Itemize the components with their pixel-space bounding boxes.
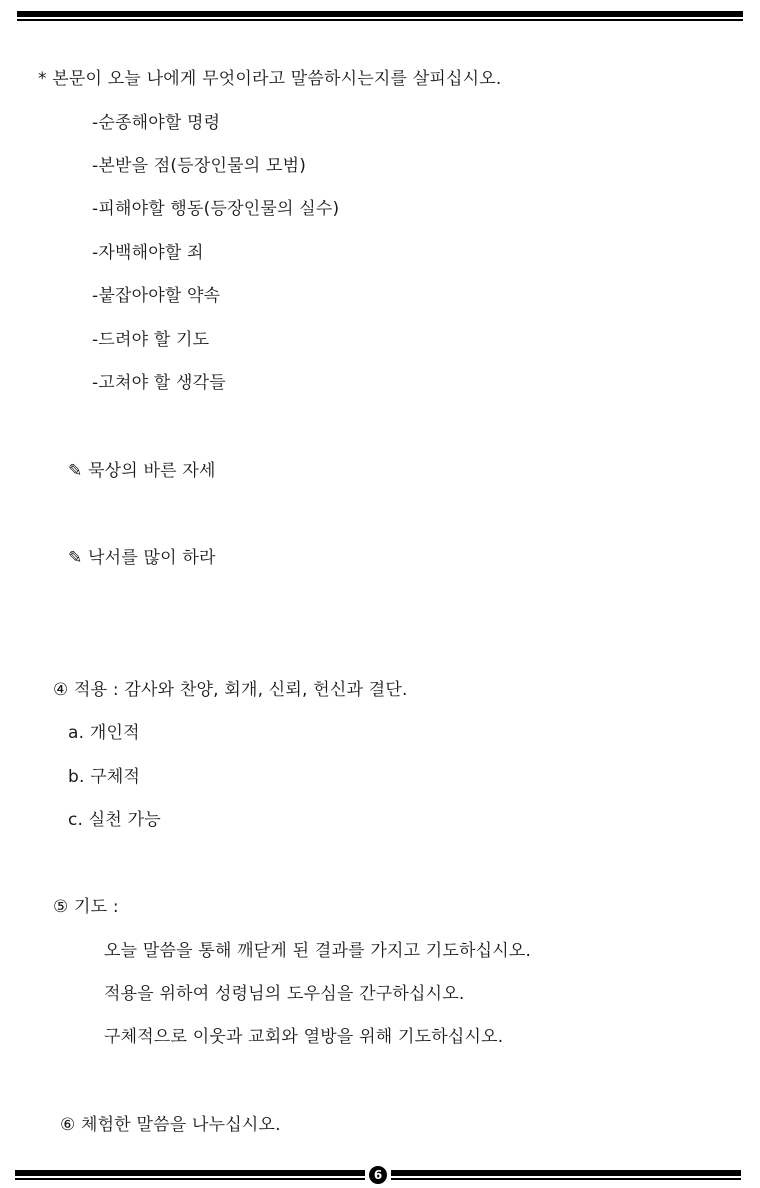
application-item-specific: b. 구체적 <box>68 767 141 787</box>
checklist-item-promise: -붙잡아야할 약속 <box>92 286 221 306</box>
application-item-practical: c. 실천 가능 <box>68 810 161 830</box>
application-item-personal: a. 개인적 <box>68 723 140 743</box>
footer-rule-thick-right <box>391 1170 741 1176</box>
checklist-item-command: -순종해야할 명령 <box>92 113 221 133</box>
prayer-item-spirit: 적용을 위하여 성령님의 도우심을 간구하십시오. <box>104 984 465 1004</box>
footer-rule-thick-left <box>15 1170 365 1176</box>
checklist-item-example: -본받을 점(등장인물의 모범) <box>92 156 307 176</box>
prayer-heading: ⑤ 기도 : <box>53 897 119 917</box>
note-scribble: ✎ 낙서를 많이 하라 <box>68 548 216 568</box>
prayer-item-neighbors: 구체적으로 이웃과 교회와 열방을 위해 기도하십시오. <box>104 1027 504 1047</box>
page-number-badge: 6 <box>369 1166 387 1184</box>
footer-rule-thin-right <box>391 1178 741 1180</box>
header-rule-thick <box>17 11 743 17</box>
sharing-instruction: ⑥ 체험한 말씀을 나누십시오. <box>60 1115 281 1135</box>
checklist-item-confess: -자백해야할 죄 <box>92 243 204 263</box>
intro-instruction: * 본문이 오늘 나에게 무엇이라고 말씀하시는지를 살피십시오. <box>38 69 502 89</box>
checklist-item-prayer: -드려야 할 기도 <box>92 330 210 350</box>
header-rule-thin <box>17 19 743 21</box>
note-meditation-posture: ✎ 묵상의 바른 자세 <box>68 461 216 481</box>
prayer-item-result: 오늘 말씀을 통해 깨닫게 된 결과를 가지고 기도하십시오. <box>104 941 532 961</box>
application-heading: ④ 적용 : 감사와 찬양, 회개, 신뢰, 헌신과 결단. <box>53 680 408 700</box>
checklist-item-avoid: -피해야할 행동(등장인물의 실수) <box>92 199 340 219</box>
footer-rule-thin-left <box>15 1178 365 1180</box>
checklist-item-thoughts: -고쳐야 할 생각들 <box>92 373 226 393</box>
